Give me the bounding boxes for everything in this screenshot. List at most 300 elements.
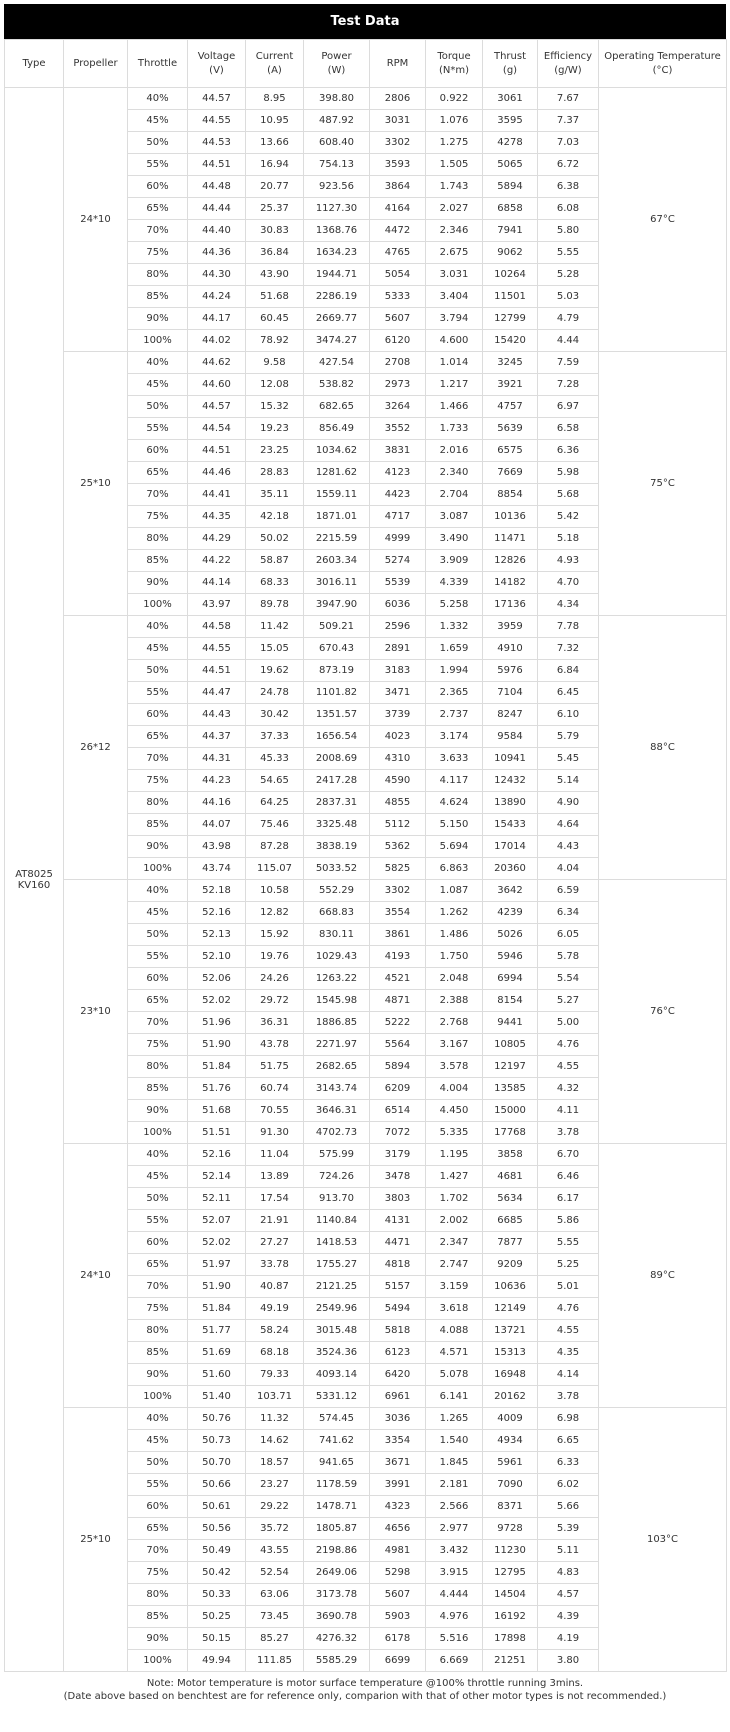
efficiency-cell: 5.25 xyxy=(538,1254,599,1276)
power-cell: 1351.57 xyxy=(304,704,370,726)
current-cell: 58.24 xyxy=(246,1320,304,1342)
power-cell: 1034.62 xyxy=(304,440,370,462)
efficiency-cell: 6.70 xyxy=(538,1144,599,1166)
efficiency-cell: 7.32 xyxy=(538,638,599,660)
rpm-cell: 3831 xyxy=(370,440,426,462)
motor-type-line: AT8025 xyxy=(15,868,53,880)
efficiency-cell: 4.04 xyxy=(538,858,599,880)
voltage-cell: 44.07 xyxy=(188,814,246,836)
power-cell: 3173.78 xyxy=(304,1584,370,1606)
rpm-cell: 4999 xyxy=(370,528,426,550)
voltage-cell: 44.55 xyxy=(188,110,246,132)
current-cell: 10.58 xyxy=(246,880,304,902)
column-header xyxy=(538,40,599,88)
voltage-cell: 44.36 xyxy=(188,242,246,264)
thrust-cell: 3921 xyxy=(483,374,538,396)
throttle-cell: 100% xyxy=(128,858,188,880)
rpm-cell: 4521 xyxy=(370,968,426,990)
power-cell: 3015.48 xyxy=(304,1320,370,1342)
current-cell: 19.76 xyxy=(246,946,304,968)
torque-cell: 4.624 xyxy=(426,792,483,814)
torque-cell: 2.747 xyxy=(426,1254,483,1276)
table-body xyxy=(5,88,727,1672)
power-cell: 5331.12 xyxy=(304,1386,370,1408)
efficiency-cell: 5.14 xyxy=(538,770,599,792)
thrust-cell: 9441 xyxy=(483,1012,538,1034)
current-cell: 35.72 xyxy=(246,1518,304,1540)
rpm-cell: 4471 xyxy=(370,1232,426,1254)
thrust-cell: 10941 xyxy=(483,748,538,770)
power-cell: 1263.22 xyxy=(304,968,370,990)
voltage-cell: 52.16 xyxy=(188,1144,246,1166)
throttle-cell: 50% xyxy=(128,396,188,418)
torque-cell: 2.737 xyxy=(426,704,483,726)
thrust-cell: 8154 xyxy=(483,990,538,1012)
power-cell: 608.40 xyxy=(304,132,370,154)
voltage-cell: 51.97 xyxy=(188,1254,246,1276)
temperature-cell: 75°C xyxy=(599,352,727,616)
current-cell: 15.05 xyxy=(246,638,304,660)
thrust-cell: 12795 xyxy=(483,1562,538,1584)
voltage-cell: 44.14 xyxy=(188,572,246,594)
throttle-cell: 90% xyxy=(128,1628,188,1650)
torque-cell: 1.733 xyxy=(426,418,483,440)
rpm-cell: 3554 xyxy=(370,902,426,924)
torque-cell: 2.704 xyxy=(426,484,483,506)
current-cell: 78.92 xyxy=(246,330,304,352)
efficiency-cell: 4.44 xyxy=(538,330,599,352)
test-data-table xyxy=(4,39,727,1672)
rpm-cell: 2596 xyxy=(370,616,426,638)
voltage-cell: 52.02 xyxy=(188,990,246,1012)
thrust-cell: 9209 xyxy=(483,1254,538,1276)
thrust-cell: 5065 xyxy=(483,154,538,176)
efficiency-cell: 4.55 xyxy=(538,1320,599,1342)
thrust-cell: 8854 xyxy=(483,484,538,506)
thrust-cell: 9062 xyxy=(483,242,538,264)
current-cell: 49.19 xyxy=(246,1298,304,1320)
column-header xyxy=(304,40,370,88)
thrust-cell: 4681 xyxy=(483,1166,538,1188)
rpm-cell: 4981 xyxy=(370,1540,426,1562)
torque-cell: 3.159 xyxy=(426,1276,483,1298)
column-header xyxy=(483,40,538,88)
table-row xyxy=(5,88,727,110)
column-header-name: Operating Temperature xyxy=(604,50,721,62)
efficiency-cell: 7.59 xyxy=(538,352,599,374)
throttle-cell: 45% xyxy=(128,110,188,132)
current-cell: 16.94 xyxy=(246,154,304,176)
thrust-cell: 3061 xyxy=(483,88,538,110)
thrust-cell: 7104 xyxy=(483,682,538,704)
thrust-cell: 14504 xyxy=(483,1584,538,1606)
power-cell: 1656.54 xyxy=(304,726,370,748)
column-header-unit: (W) xyxy=(327,64,346,76)
temperature-cell: 103°C xyxy=(599,1408,727,1672)
motor-type-cell xyxy=(5,88,64,1672)
torque-cell: 1.087 xyxy=(426,880,483,902)
torque-cell: 3.031 xyxy=(426,264,483,286)
voltage-cell: 50.25 xyxy=(188,1606,246,1628)
throttle-cell: 75% xyxy=(128,506,188,528)
torque-cell: 1.750 xyxy=(426,946,483,968)
throttle-cell: 40% xyxy=(128,352,188,374)
rpm-cell: 6420 xyxy=(370,1364,426,1386)
thrust-cell: 15313 xyxy=(483,1342,538,1364)
throttle-cell: 60% xyxy=(128,968,188,990)
rpm-cell: 3739 xyxy=(370,704,426,726)
current-cell: 29.72 xyxy=(246,990,304,1012)
power-cell: 3016.11 xyxy=(304,572,370,594)
efficiency-cell: 4.32 xyxy=(538,1078,599,1100)
throttle-cell: 65% xyxy=(128,726,188,748)
column-header-unit: (g) xyxy=(502,64,518,76)
torque-cell: 0.922 xyxy=(426,88,483,110)
throttle-cell: 80% xyxy=(128,528,188,550)
voltage-cell: 44.37 xyxy=(188,726,246,748)
rpm-cell: 5894 xyxy=(370,1056,426,1078)
throttle-cell: 90% xyxy=(128,1364,188,1386)
voltage-cell: 52.06 xyxy=(188,968,246,990)
column-header-unit: (V) xyxy=(209,64,224,76)
rpm-cell: 5222 xyxy=(370,1012,426,1034)
power-cell: 2121.25 xyxy=(304,1276,370,1298)
power-cell: 2271.97 xyxy=(304,1034,370,1056)
efficiency-cell: 6.05 xyxy=(538,924,599,946)
rpm-cell: 5903 xyxy=(370,1606,426,1628)
power-cell: 575.99 xyxy=(304,1144,370,1166)
current-cell: 30.83 xyxy=(246,220,304,242)
current-cell: 27.27 xyxy=(246,1232,304,1254)
rpm-cell: 4656 xyxy=(370,1518,426,1540)
thrust-cell: 8247 xyxy=(483,704,538,726)
voltage-cell: 51.84 xyxy=(188,1056,246,1078)
thrust-cell: 20360 xyxy=(483,858,538,880)
torque-cell: 2.347 xyxy=(426,1232,483,1254)
throttle-cell: 75% xyxy=(128,242,188,264)
current-cell: 24.26 xyxy=(246,968,304,990)
efficiency-cell: 5.00 xyxy=(538,1012,599,1034)
thrust-cell: 4757 xyxy=(483,396,538,418)
throttle-cell: 90% xyxy=(128,572,188,594)
thrust-cell: 4934 xyxy=(483,1430,538,1452)
efficiency-cell: 5.79 xyxy=(538,726,599,748)
torque-cell: 4.088 xyxy=(426,1320,483,1342)
torque-cell: 3.909 xyxy=(426,550,483,572)
throttle-cell: 50% xyxy=(128,132,188,154)
efficiency-cell: 6.34 xyxy=(538,902,599,924)
voltage-cell: 44.51 xyxy=(188,440,246,462)
current-cell: 36.31 xyxy=(246,1012,304,1034)
efficiency-cell: 6.65 xyxy=(538,1430,599,1452)
rpm-cell: 2891 xyxy=(370,638,426,660)
torque-cell: 4.976 xyxy=(426,1606,483,1628)
torque-cell: 2.675 xyxy=(426,242,483,264)
torque-cell: 2.340 xyxy=(426,462,483,484)
column-header xyxy=(426,40,483,88)
current-cell: 23.27 xyxy=(246,1474,304,1496)
throttle-cell: 40% xyxy=(128,880,188,902)
current-cell: 24.78 xyxy=(246,682,304,704)
voltage-cell: 44.47 xyxy=(188,682,246,704)
efficiency-cell: 5.18 xyxy=(538,528,599,550)
current-cell: 37.33 xyxy=(246,726,304,748)
throttle-cell: 70% xyxy=(128,1012,188,1034)
current-cell: 10.95 xyxy=(246,110,304,132)
torque-cell: 1.486 xyxy=(426,924,483,946)
torque-cell: 3.578 xyxy=(426,1056,483,1078)
voltage-cell: 50.70 xyxy=(188,1452,246,1474)
power-cell: 670.43 xyxy=(304,638,370,660)
thrust-cell: 12149 xyxy=(483,1298,538,1320)
column-header xyxy=(5,40,64,88)
current-cell: 12.82 xyxy=(246,902,304,924)
current-cell: 18.57 xyxy=(246,1452,304,1474)
current-cell: 11.04 xyxy=(246,1144,304,1166)
rpm-cell: 4323 xyxy=(370,1496,426,1518)
voltage-cell: 44.48 xyxy=(188,176,246,198)
efficiency-cell: 4.35 xyxy=(538,1342,599,1364)
torque-cell: 2.768 xyxy=(426,1012,483,1034)
efficiency-cell: 4.14 xyxy=(538,1364,599,1386)
torque-cell: 4.117 xyxy=(426,770,483,792)
current-cell: 29.22 xyxy=(246,1496,304,1518)
torque-cell: 5.078 xyxy=(426,1364,483,1386)
efficiency-cell: 6.46 xyxy=(538,1166,599,1188)
current-cell: 68.18 xyxy=(246,1342,304,1364)
voltage-cell: 50.33 xyxy=(188,1584,246,1606)
rpm-cell: 3803 xyxy=(370,1188,426,1210)
current-cell: 79.33 xyxy=(246,1364,304,1386)
voltage-cell: 44.51 xyxy=(188,154,246,176)
power-cell: 1755.27 xyxy=(304,1254,370,1276)
current-cell: 19.62 xyxy=(246,660,304,682)
current-cell: 51.75 xyxy=(246,1056,304,1078)
current-cell: 35.11 xyxy=(246,484,304,506)
rpm-cell: 6036 xyxy=(370,594,426,616)
efficiency-cell: 7.78 xyxy=(538,616,599,638)
voltage-cell: 50.42 xyxy=(188,1562,246,1584)
rpm-cell: 4818 xyxy=(370,1254,426,1276)
torque-cell: 5.694 xyxy=(426,836,483,858)
power-cell: 1029.43 xyxy=(304,946,370,968)
column-header xyxy=(128,40,188,88)
efficiency-cell: 6.98 xyxy=(538,1408,599,1430)
power-cell: 2669.77 xyxy=(304,308,370,330)
throttle-cell: 60% xyxy=(128,176,188,198)
column-header-name: Torque xyxy=(437,50,471,62)
torque-cell: 5.335 xyxy=(426,1122,483,1144)
current-cell: 11.42 xyxy=(246,616,304,638)
power-cell: 4702.73 xyxy=(304,1122,370,1144)
thrust-cell: 17014 xyxy=(483,836,538,858)
current-cell: 8.95 xyxy=(246,88,304,110)
rpm-cell: 4131 xyxy=(370,1210,426,1232)
rpm-cell: 5825 xyxy=(370,858,426,880)
voltage-cell: 52.07 xyxy=(188,1210,246,1232)
throttle-cell: 50% xyxy=(128,660,188,682)
torque-cell: 2.027 xyxy=(426,198,483,220)
torque-cell: 3.167 xyxy=(426,1034,483,1056)
efficiency-cell: 4.76 xyxy=(538,1298,599,1320)
power-cell: 398.80 xyxy=(304,88,370,110)
power-cell: 741.62 xyxy=(304,1430,370,1452)
power-cell: 2549.96 xyxy=(304,1298,370,1320)
thrust-cell: 15433 xyxy=(483,814,538,836)
current-cell: 73.45 xyxy=(246,1606,304,1628)
thrust-cell: 7941 xyxy=(483,220,538,242)
power-cell: 538.82 xyxy=(304,374,370,396)
torque-cell: 1.540 xyxy=(426,1430,483,1452)
temperature-cell: 67°C xyxy=(599,88,727,352)
thrust-cell: 4009 xyxy=(483,1408,538,1430)
torque-cell: 3.618 xyxy=(426,1298,483,1320)
voltage-cell: 44.46 xyxy=(188,462,246,484)
torque-cell: 1.845 xyxy=(426,1452,483,1474)
power-cell: 941.65 xyxy=(304,1452,370,1474)
thrust-cell: 5634 xyxy=(483,1188,538,1210)
thrust-cell: 9728 xyxy=(483,1518,538,1540)
thrust-cell: 12826 xyxy=(483,550,538,572)
efficiency-cell: 5.98 xyxy=(538,462,599,484)
current-cell: 12.08 xyxy=(246,374,304,396)
rpm-cell: 6699 xyxy=(370,1650,426,1672)
current-cell: 14.62 xyxy=(246,1430,304,1452)
temperature-cell: 88°C xyxy=(599,616,727,880)
rpm-cell: 3471 xyxy=(370,682,426,704)
torque-cell: 3.633 xyxy=(426,748,483,770)
torque-cell: 1.994 xyxy=(426,660,483,682)
throttle-cell: 65% xyxy=(128,1518,188,1540)
current-cell: 43.78 xyxy=(246,1034,304,1056)
power-cell: 1418.53 xyxy=(304,1232,370,1254)
voltage-cell: 50.56 xyxy=(188,1518,246,1540)
torque-cell: 3.432 xyxy=(426,1540,483,1562)
power-cell: 3646.31 xyxy=(304,1100,370,1122)
voltage-cell: 44.55 xyxy=(188,638,246,660)
propeller-cell: 25*10 xyxy=(64,1408,128,1672)
rpm-cell: 2973 xyxy=(370,374,426,396)
throttle-cell: 65% xyxy=(128,1254,188,1276)
thrust-cell: 11230 xyxy=(483,1540,538,1562)
current-cell: 85.27 xyxy=(246,1628,304,1650)
power-cell: 2417.28 xyxy=(304,770,370,792)
thrust-cell: 10805 xyxy=(483,1034,538,1056)
torque-cell: 1.265 xyxy=(426,1408,483,1430)
throttle-cell: 70% xyxy=(128,1276,188,1298)
thrust-cell: 21251 xyxy=(483,1650,538,1672)
thrust-cell: 14182 xyxy=(483,572,538,594)
propeller-cell: 23*10 xyxy=(64,880,128,1144)
current-cell: 30.42 xyxy=(246,704,304,726)
efficiency-cell: 3.78 xyxy=(538,1386,599,1408)
table-row xyxy=(5,1408,727,1430)
power-cell: 4093.14 xyxy=(304,1364,370,1386)
voltage-cell: 44.29 xyxy=(188,528,246,550)
thrust-cell: 17768 xyxy=(483,1122,538,1144)
voltage-cell: 52.11 xyxy=(188,1188,246,1210)
throttle-cell: 60% xyxy=(128,1496,188,1518)
voltage-cell: 50.76 xyxy=(188,1408,246,1430)
throttle-cell: 55% xyxy=(128,418,188,440)
table-title: Test Data xyxy=(4,4,726,39)
voltage-cell: 50.66 xyxy=(188,1474,246,1496)
rpm-cell: 4310 xyxy=(370,748,426,770)
voltage-cell: 52.13 xyxy=(188,924,246,946)
thrust-cell: 3595 xyxy=(483,110,538,132)
efficiency-cell: 6.45 xyxy=(538,682,599,704)
column-header-name: Throttle xyxy=(137,57,178,69)
power-cell: 830.11 xyxy=(304,924,370,946)
throttle-cell: 80% xyxy=(128,264,188,286)
rpm-cell: 5362 xyxy=(370,836,426,858)
throttle-cell: 40% xyxy=(128,1144,188,1166)
current-cell: 103.71 xyxy=(246,1386,304,1408)
throttle-cell: 80% xyxy=(128,1320,188,1342)
table-row xyxy=(5,352,727,374)
column-header xyxy=(246,40,304,88)
torque-cell: 1.466 xyxy=(426,396,483,418)
voltage-cell: 51.96 xyxy=(188,1012,246,1034)
rpm-cell: 5818 xyxy=(370,1320,426,1342)
power-cell: 1127.30 xyxy=(304,198,370,220)
throttle-cell: 40% xyxy=(128,616,188,638)
efficiency-cell: 5.54 xyxy=(538,968,599,990)
power-cell: 427.54 xyxy=(304,352,370,374)
current-cell: 60.45 xyxy=(246,308,304,330)
throttle-cell: 50% xyxy=(128,924,188,946)
rpm-cell: 3183 xyxy=(370,660,426,682)
torque-cell: 4.571 xyxy=(426,1342,483,1364)
efficiency-cell: 4.79 xyxy=(538,308,599,330)
efficiency-cell: 5.45 xyxy=(538,748,599,770)
rpm-cell: 4855 xyxy=(370,792,426,814)
throttle-cell: 70% xyxy=(128,748,188,770)
voltage-cell: 51.77 xyxy=(188,1320,246,1342)
efficiency-cell: 4.64 xyxy=(538,814,599,836)
thrust-cell: 12197 xyxy=(483,1056,538,1078)
throttle-cell: 60% xyxy=(128,1232,188,1254)
torque-cell: 6.141 xyxy=(426,1386,483,1408)
column-header-unit: (A) xyxy=(267,64,282,76)
power-cell: 1944.71 xyxy=(304,264,370,286)
power-cell: 2008.69 xyxy=(304,748,370,770)
column-header-unit: (°C) xyxy=(652,64,673,76)
voltage-cell: 44.57 xyxy=(188,396,246,418)
thrust-cell: 11501 xyxy=(483,286,538,308)
current-cell: 13.66 xyxy=(246,132,304,154)
efficiency-cell: 4.76 xyxy=(538,1034,599,1056)
rpm-cell: 3264 xyxy=(370,396,426,418)
torque-cell: 3.490 xyxy=(426,528,483,550)
rpm-cell: 4717 xyxy=(370,506,426,528)
rpm-cell: 4871 xyxy=(370,990,426,1012)
power-cell: 913.70 xyxy=(304,1188,370,1210)
thrust-cell: 10264 xyxy=(483,264,538,286)
rpm-cell: 4164 xyxy=(370,198,426,220)
footnotes xyxy=(4,1672,726,1703)
power-cell: 2198.86 xyxy=(304,1540,370,1562)
thrust-cell: 10636 xyxy=(483,1276,538,1298)
throttle-cell: 75% xyxy=(128,1298,188,1320)
current-cell: 43.90 xyxy=(246,264,304,286)
voltage-cell: 44.23 xyxy=(188,770,246,792)
current-cell: 11.32 xyxy=(246,1408,304,1430)
column-header-name: Efficiency xyxy=(543,50,593,62)
current-cell: 52.54 xyxy=(246,1562,304,1584)
efficiency-cell: 5.86 xyxy=(538,1210,599,1232)
throttle-cell: 80% xyxy=(128,1056,188,1078)
